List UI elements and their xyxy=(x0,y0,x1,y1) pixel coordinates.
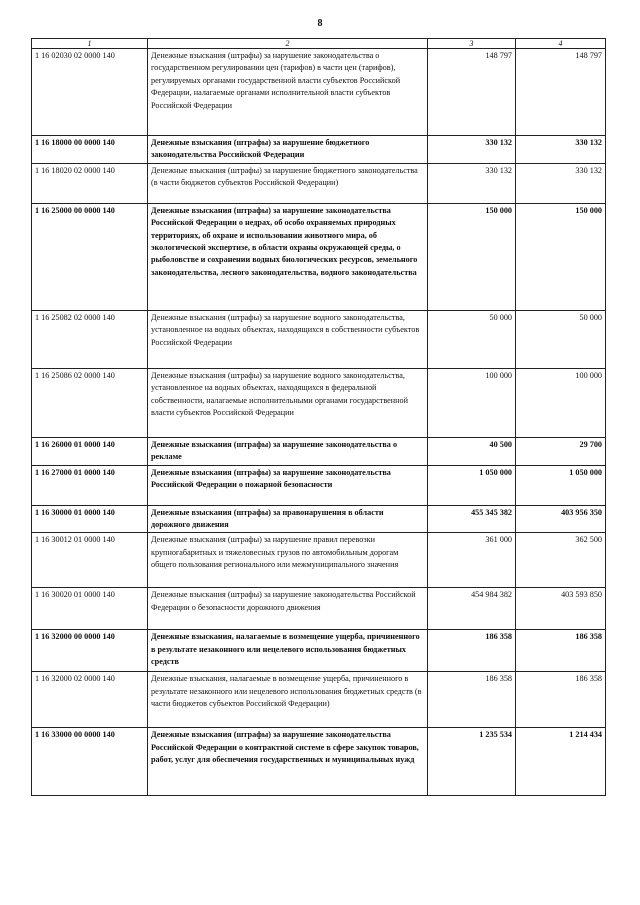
revenue-name: Денежные взыскания, налагаемые в возмещение ущерба, причиненного в результате незаконного или нецелевого использования бюджетных средств (в части бюджетов субъектов Российской Федерации) xyxy=(148,672,428,728)
value-col4: 1 050 000 xyxy=(516,465,606,505)
table-row xyxy=(32,505,606,533)
value-col4: 362 500 xyxy=(516,533,606,588)
value-col4: 403 593 850 xyxy=(516,588,606,630)
column-number-1: 1 xyxy=(32,39,148,49)
page-number: 8 xyxy=(317,18,323,29)
value-col3: 1 050 000 xyxy=(428,465,516,505)
budget-code: 1 16 18000 00 0000 140 xyxy=(32,136,148,164)
revenue-name: Денежные взыскания, налагаемые в возмещение ущерба, причиненного в результате незаконного или нецелевого использования бюджетных средств xyxy=(148,630,428,672)
table-row xyxy=(32,49,606,136)
budget-code: 1 16 32000 00 0000 140 xyxy=(32,630,148,672)
revenue-name: Денежные взыскания (штрафы) за нарушение бюджетного законодательства (в части бюджетов субъектов Российской Федерации) xyxy=(148,163,428,203)
revenue-name: Денежные взыскания (штрафы) за нарушение законодательства Российской Федерации о недрах, об особо охраняемых природных территориях, об охране и использовании животного мира, об экологической экспертизе, в области охраны окружающей среды, о рыболовстве и сохранении водных биологических ресурсов, земельного законодательства, лесного законодательства, водного законодательства xyxy=(148,203,428,310)
value-col4: 29 700 xyxy=(516,437,606,465)
revenue-name: Денежные взыскания (штрафы) за нарушение законодательства о государственном регулировании цен (тарифов) в части цен (тарифов), регулируемых органами государственной власти субъектов Российской Федерации, налагаемые органами исполнительной власти субъектов Российской Федерации xyxy=(148,49,428,136)
table-row xyxy=(32,533,606,588)
value-col4: 1 214 434 xyxy=(516,728,606,796)
revenue-name: Денежные взыскания (штрафы) за правонарушения в области дорожного движения xyxy=(148,505,428,533)
revenue-name: Денежные взыскания (штрафы) за нарушение водного законодательства, установленное на водных объектах, находящихся в собственности субъектов Российской Федерации xyxy=(148,310,428,368)
budget-code: 1 16 25000 00 0000 140 xyxy=(32,203,148,310)
revenue-name: Денежные взыскания (штрафы) за нарушение правил перевозки крупногабаритных и тяжеловесных грузов по автомобильным дорогам общего пользования регионального или межмуниципального значения xyxy=(148,533,428,588)
value-col4: 186 358 xyxy=(516,630,606,672)
value-col3: 150 000 xyxy=(428,203,516,310)
table-row xyxy=(32,588,606,630)
value-col4: 150 000 xyxy=(516,203,606,310)
value-col3: 454 984 382 xyxy=(428,588,516,630)
table-row xyxy=(32,672,606,728)
table-row xyxy=(32,728,606,796)
column-number-3: 3 xyxy=(428,39,516,49)
value-col3: 361 000 xyxy=(428,533,516,588)
budget-code: 1 16 32000 02 0000 140 xyxy=(32,672,148,728)
value-col4: 186 358 xyxy=(516,672,606,728)
budget-code: 1 16 18020 02 0000 140 xyxy=(32,163,148,203)
value-col3: 50 000 xyxy=(428,310,516,368)
revenue-name: Денежные взыскания (штрафы) за нарушение законодательства о рекламе xyxy=(148,437,428,465)
value-col3: 100 000 xyxy=(428,368,516,437)
value-col3: 330 132 xyxy=(428,163,516,203)
column-number-4: 4 xyxy=(516,39,606,49)
value-col3: 40 500 xyxy=(428,437,516,465)
revenue-name: Денежные взыскания (штрафы) за нарушение бюджетного законодательства Российской Федерации xyxy=(148,136,428,164)
budget-code: 1 16 26000 01 0000 140 xyxy=(32,437,148,465)
table-row xyxy=(32,465,606,505)
value-col3: 186 358 xyxy=(428,630,516,672)
revenue-table xyxy=(31,38,606,796)
budget-code: 1 16 30000 01 0000 140 xyxy=(32,505,148,533)
table-row xyxy=(32,203,606,310)
budget-code: 1 16 27000 01 0000 140 xyxy=(32,465,148,505)
table-row xyxy=(32,136,606,164)
table-row xyxy=(32,163,606,203)
value-col4: 330 132 xyxy=(516,136,606,164)
budget-code: 1 16 02030 02 0000 140 xyxy=(32,49,148,136)
budget-code: 1 16 33000 00 0000 140 xyxy=(32,728,148,796)
value-col3: 148 797 xyxy=(428,49,516,136)
revenue-name: Денежные взыскания (штрафы) за нарушение законодательства Российской Федерации о безопасности дорожного движения xyxy=(148,588,428,630)
value-col3: 455 345 382 xyxy=(428,505,516,533)
value-col3: 1 235 534 xyxy=(428,728,516,796)
value-col4: 50 000 xyxy=(516,310,606,368)
table-row xyxy=(32,310,606,368)
table-row xyxy=(32,630,606,672)
value-col4: 403 956 350 xyxy=(516,505,606,533)
budget-code: 1 16 25082 02 0000 140 xyxy=(32,310,148,368)
revenue-name: Денежные взыскания (штрафы) за нарушение водного законодательства, установленное на водных объектах, находящихся в федеральной собственности, налагаемые исполнительными органами государственной власти субъектов Российской Федерации xyxy=(148,368,428,437)
budget-code: 1 16 30012 01 0000 140 xyxy=(32,533,148,588)
revenue-name: Денежные взыскания (штрафы) за нарушение законодательства Российской Федерации о контрактной системе в сфере закупок товаров, работ, услуг для обеспечения государственных и муниципальных нужд xyxy=(148,728,428,796)
column-number-row xyxy=(32,39,606,49)
value-col4: 330 132 xyxy=(516,163,606,203)
table-row xyxy=(32,437,606,465)
value-col4: 148 797 xyxy=(516,49,606,136)
value-col3: 186 358 xyxy=(428,672,516,728)
column-number-2: 2 xyxy=(148,39,428,49)
budget-code: 1 16 30020 01 0000 140 xyxy=(32,588,148,630)
value-col3: 330 132 xyxy=(428,136,516,164)
value-col4: 100 000 xyxy=(516,368,606,437)
budget-code: 1 16 25086 02 0000 140 xyxy=(32,368,148,437)
revenue-name: Денежные взыскания (штрафы) за нарушение законодательства Российской Федерации о пожарной безопасности xyxy=(148,465,428,505)
table-row xyxy=(32,368,606,437)
